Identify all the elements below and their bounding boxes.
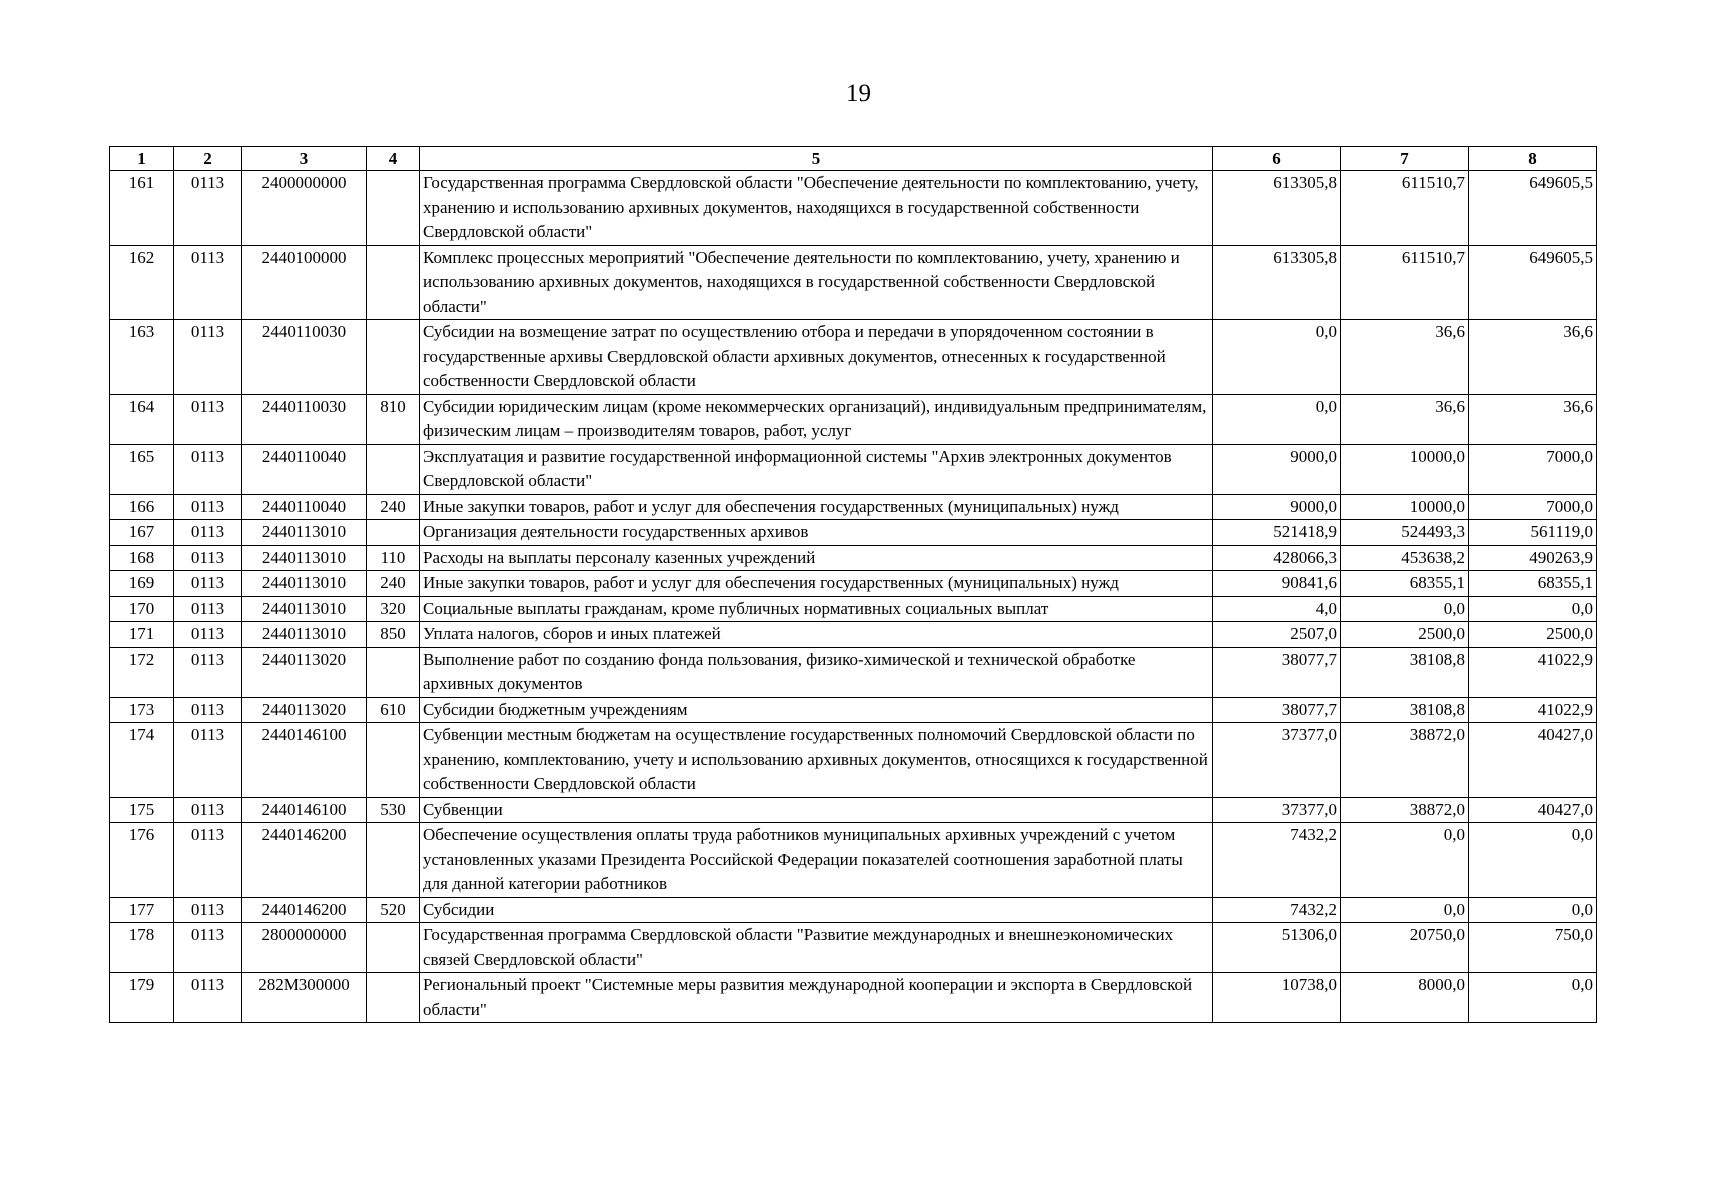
expense-type-cell: 520 xyxy=(367,897,420,923)
budget-table xyxy=(109,146,1597,1023)
table-row xyxy=(110,823,1597,898)
table-row xyxy=(110,622,1597,648)
expense-type-cell: 110 xyxy=(367,545,420,571)
amount-year3-cell: 2500,0 xyxy=(1469,622,1597,648)
amount-year3-cell: 490263,9 xyxy=(1469,545,1597,571)
table-row xyxy=(110,245,1597,320)
expense-type-cell xyxy=(367,444,420,494)
expense-type-cell xyxy=(367,823,420,898)
row-number-cell: 162 xyxy=(110,245,174,320)
section-code-cell: 0113 xyxy=(174,923,242,973)
description-cell: Расходы на выплаты персоналу казенных учреждений xyxy=(420,545,1213,571)
amount-year3-cell: 7000,0 xyxy=(1469,444,1597,494)
amount-year2-cell: 0,0 xyxy=(1341,596,1469,622)
section-code-cell: 0113 xyxy=(174,520,242,546)
target-article-cell: 2440113010 xyxy=(242,571,367,597)
amount-year2-cell: 38108,8 xyxy=(1341,647,1469,697)
description-cell: Обеспечение осуществления оплаты труда работников муниципальных архивных учреждений с учетом установленных указами Президента Российской Федерации показателей соотношения заработной платы для данной категории работников xyxy=(420,823,1213,898)
amount-year1-cell: 9000,0 xyxy=(1213,444,1341,494)
description-cell: Социальные выплаты гражданам, кроме публичных нормативных социальных выплат xyxy=(420,596,1213,622)
expense-type-cell: 240 xyxy=(367,571,420,597)
description-cell: Иные закупки товаров, работ и услуг для обеспечения государственных (муниципальных) нужд xyxy=(420,494,1213,520)
amount-year3-cell: 40427,0 xyxy=(1469,723,1597,798)
amount-year2-cell: 38108,8 xyxy=(1341,697,1469,723)
target-article-cell: 2440100000 xyxy=(242,245,367,320)
row-number-cell: 172 xyxy=(110,647,174,697)
section-code-cell: 0113 xyxy=(174,596,242,622)
section-code-cell: 0113 xyxy=(174,444,242,494)
amount-year2-cell: 38872,0 xyxy=(1341,797,1469,823)
amount-year2-cell: 10000,0 xyxy=(1341,494,1469,520)
row-number-cell: 161 xyxy=(110,171,174,246)
table-row xyxy=(110,723,1597,798)
expense-type-cell: 240 xyxy=(367,494,420,520)
description-cell: Государственная программа Свердловской области "Обеспечение деятельности по комплектованию, учету, хранению и использованию архивных документов, находящихся в государственной собственности Свердловской области" xyxy=(420,171,1213,246)
section-code-cell: 0113 xyxy=(174,320,242,395)
description-cell: Выполнение работ по созданию фонда пользования, физико-химической и технической обработке архивных документов xyxy=(420,647,1213,697)
row-number-cell: 164 xyxy=(110,394,174,444)
target-article-cell: 2440113010 xyxy=(242,596,367,622)
table-row xyxy=(110,571,1597,597)
description-cell: Субсидии юридическим лицам (кроме некоммерческих организаций), индивидуальным предпринимателям, физическим лицам – производителям товаров, работ, услуг xyxy=(420,394,1213,444)
amount-year1-cell: 2507,0 xyxy=(1213,622,1341,648)
column-header: 7 xyxy=(1341,147,1469,171)
expense-type-cell xyxy=(367,647,420,697)
target-article-cell: 2440110040 xyxy=(242,444,367,494)
expense-type-cell: 610 xyxy=(367,697,420,723)
description-cell: Эксплуатация и развитие государственной информационной системы "Архив электронных документов Свердловской области" xyxy=(420,444,1213,494)
amount-year2-cell: 20750,0 xyxy=(1341,923,1469,973)
amount-year1-cell: 521418,9 xyxy=(1213,520,1341,546)
description-cell: Уплата налогов, сборов и иных платежей xyxy=(420,622,1213,648)
amount-year1-cell: 10738,0 xyxy=(1213,973,1341,1023)
description-cell: Комплекс процессных мероприятий "Обеспечение деятельности по комплектованию, учету, хранению и использованию архивных документов, находящихся в государственной собственности Свердловской области" xyxy=(420,245,1213,320)
row-number-cell: 174 xyxy=(110,723,174,798)
target-article-cell: 2440146200 xyxy=(242,897,367,923)
target-article-cell: 2440146100 xyxy=(242,797,367,823)
row-number-cell: 179 xyxy=(110,973,174,1023)
section-code-cell: 0113 xyxy=(174,697,242,723)
amount-year3-cell: 750,0 xyxy=(1469,923,1597,973)
row-number-cell: 167 xyxy=(110,520,174,546)
amount-year3-cell: 7000,0 xyxy=(1469,494,1597,520)
target-article-cell: 2440110030 xyxy=(242,320,367,395)
expense-type-cell: 850 xyxy=(367,622,420,648)
table-row xyxy=(110,394,1597,444)
section-code-cell: 0113 xyxy=(174,245,242,320)
amount-year3-cell: 0,0 xyxy=(1469,596,1597,622)
table-row xyxy=(110,973,1597,1023)
section-code-cell: 0113 xyxy=(174,973,242,1023)
description-cell: Иные закупки товаров, работ и услуг для обеспечения государственных (муниципальных) нужд xyxy=(420,571,1213,597)
description-cell: Субсидии бюджетным учреждениям xyxy=(420,697,1213,723)
amount-year2-cell: 36,6 xyxy=(1341,394,1469,444)
amount-year3-cell: 36,6 xyxy=(1469,320,1597,395)
amount-year3-cell: 41022,9 xyxy=(1469,697,1597,723)
amount-year1-cell: 38077,7 xyxy=(1213,697,1341,723)
section-code-cell: 0113 xyxy=(174,797,242,823)
amount-year2-cell: 524493,3 xyxy=(1341,520,1469,546)
row-number-cell: 163 xyxy=(110,320,174,395)
table-row xyxy=(110,923,1597,973)
row-number-cell: 171 xyxy=(110,622,174,648)
amount-year3-cell: 649605,5 xyxy=(1469,245,1597,320)
amount-year2-cell: 611510,7 xyxy=(1341,171,1469,246)
section-code-cell: 0113 xyxy=(174,622,242,648)
amount-year1-cell: 51306,0 xyxy=(1213,923,1341,973)
section-code-cell: 0113 xyxy=(174,394,242,444)
target-article-cell: 282M300000 xyxy=(242,973,367,1023)
column-header: 5 xyxy=(420,147,1213,171)
row-number-cell: 178 xyxy=(110,923,174,973)
section-code-cell: 0113 xyxy=(174,571,242,597)
amount-year1-cell: 9000,0 xyxy=(1213,494,1341,520)
table-row xyxy=(110,171,1597,246)
description-cell: Субвенции xyxy=(420,797,1213,823)
amount-year1-cell: 38077,7 xyxy=(1213,647,1341,697)
column-header: 3 xyxy=(242,147,367,171)
amount-year1-cell: 7432,2 xyxy=(1213,897,1341,923)
section-code-cell: 0113 xyxy=(174,647,242,697)
section-code-cell: 0113 xyxy=(174,823,242,898)
target-article-cell: 2440113020 xyxy=(242,697,367,723)
row-number-cell: 166 xyxy=(110,494,174,520)
amount-year3-cell: 40427,0 xyxy=(1469,797,1597,823)
table-row xyxy=(110,545,1597,571)
expense-type-cell xyxy=(367,520,420,546)
description-cell: Региональный проект "Системные меры развития международной кооперации и экспорта в Свердловской области" xyxy=(420,973,1213,1023)
amount-year2-cell: 8000,0 xyxy=(1341,973,1469,1023)
description-cell: Субсидии на возмещение затрат по осуществлению отбора и передачи в упорядоченном состоянии в государственные архивы Свердловской области архивных документов, отнесенных к государственной собственности Свердловской области xyxy=(420,320,1213,395)
table-row xyxy=(110,697,1597,723)
section-code-cell: 0113 xyxy=(174,494,242,520)
description-cell: Субвенции местным бюджетам на осуществление государственных полномочий Свердловской области по хранению, комплектованию, учету и использованию архивных документов, относящихся к государственной собственности Свердловской области xyxy=(420,723,1213,798)
description-cell: Субсидии xyxy=(420,897,1213,923)
amount-year2-cell: 10000,0 xyxy=(1341,444,1469,494)
column-header: 8 xyxy=(1469,147,1597,171)
target-article-cell: 2440110040 xyxy=(242,494,367,520)
amount-year3-cell: 649605,5 xyxy=(1469,171,1597,246)
amount-year1-cell: 0,0 xyxy=(1213,320,1341,395)
amount-year3-cell: 0,0 xyxy=(1469,823,1597,898)
table-row xyxy=(110,647,1597,697)
column-header: 1 xyxy=(110,147,174,171)
table-row xyxy=(110,520,1597,546)
row-number-cell: 170 xyxy=(110,596,174,622)
description-cell: Организация деятельности государственных архивов xyxy=(420,520,1213,546)
column-number-row xyxy=(110,147,1597,171)
expense-type-cell: 810 xyxy=(367,394,420,444)
column-header: 6 xyxy=(1213,147,1341,171)
amount-year1-cell: 37377,0 xyxy=(1213,723,1341,798)
row-number-cell: 169 xyxy=(110,571,174,597)
section-code-cell: 0113 xyxy=(174,171,242,246)
table-row xyxy=(110,596,1597,622)
column-header: 2 xyxy=(174,147,242,171)
table-row xyxy=(110,797,1597,823)
amount-year3-cell: 0,0 xyxy=(1469,897,1597,923)
amount-year1-cell: 428066,3 xyxy=(1213,545,1341,571)
amount-year3-cell: 561119,0 xyxy=(1469,520,1597,546)
amount-year2-cell: 68355,1 xyxy=(1341,571,1469,597)
expense-type-cell xyxy=(367,320,420,395)
target-article-cell: 2440110030 xyxy=(242,394,367,444)
target-article-cell: 2440113010 xyxy=(242,622,367,648)
expense-type-cell xyxy=(367,723,420,798)
target-article-cell: 2440146200 xyxy=(242,823,367,898)
column-header: 4 xyxy=(367,147,420,171)
section-code-cell: 0113 xyxy=(174,723,242,798)
amount-year2-cell: 2500,0 xyxy=(1341,622,1469,648)
table-body xyxy=(110,171,1597,1023)
target-article-cell: 2800000000 xyxy=(242,923,367,973)
row-number-cell: 168 xyxy=(110,545,174,571)
amount-year2-cell: 0,0 xyxy=(1341,823,1469,898)
expense-type-cell xyxy=(367,171,420,246)
page-number: 19 xyxy=(846,80,871,107)
amount-year2-cell: 36,6 xyxy=(1341,320,1469,395)
section-code-cell: 0113 xyxy=(174,897,242,923)
expense-type-cell: 530 xyxy=(367,797,420,823)
amount-year1-cell: 37377,0 xyxy=(1213,797,1341,823)
amount-year1-cell: 7432,2 xyxy=(1213,823,1341,898)
amount-year3-cell: 68355,1 xyxy=(1469,571,1597,597)
expense-type-cell xyxy=(367,923,420,973)
row-number-cell: 175 xyxy=(110,797,174,823)
amount-year3-cell: 41022,9 xyxy=(1469,647,1597,697)
amount-year1-cell: 90841,6 xyxy=(1213,571,1341,597)
expense-type-cell: 320 xyxy=(367,596,420,622)
table-row xyxy=(110,320,1597,395)
target-article-cell: 2400000000 xyxy=(242,171,367,246)
target-article-cell: 2440113020 xyxy=(242,647,367,697)
target-article-cell: 2440113010 xyxy=(242,520,367,546)
description-cell: Государственная программа Свердловской области "Развитие международных и внешнеэкономических связей Свердловской области" xyxy=(420,923,1213,973)
amount-year3-cell: 36,6 xyxy=(1469,394,1597,444)
amount-year1-cell: 0,0 xyxy=(1213,394,1341,444)
section-code-cell: 0113 xyxy=(174,545,242,571)
target-article-cell: 2440146100 xyxy=(242,723,367,798)
table-row xyxy=(110,897,1597,923)
row-number-cell: 176 xyxy=(110,823,174,898)
row-number-cell: 173 xyxy=(110,697,174,723)
row-number-cell: 177 xyxy=(110,897,174,923)
amount-year2-cell: 38872,0 xyxy=(1341,723,1469,798)
amount-year2-cell: 453638,2 xyxy=(1341,545,1469,571)
amount-year3-cell: 0,0 xyxy=(1469,973,1597,1023)
amount-year2-cell: 0,0 xyxy=(1341,897,1469,923)
table-row xyxy=(110,494,1597,520)
table-row xyxy=(110,444,1597,494)
target-article-cell: 2440113010 xyxy=(242,545,367,571)
expense-type-cell xyxy=(367,245,420,320)
amount-year1-cell: 4,0 xyxy=(1213,596,1341,622)
amount-year1-cell: 613305,8 xyxy=(1213,171,1341,246)
expense-type-cell xyxy=(367,973,420,1023)
amount-year1-cell: 613305,8 xyxy=(1213,245,1341,320)
amount-year2-cell: 611510,7 xyxy=(1341,245,1469,320)
row-number-cell: 165 xyxy=(110,444,174,494)
